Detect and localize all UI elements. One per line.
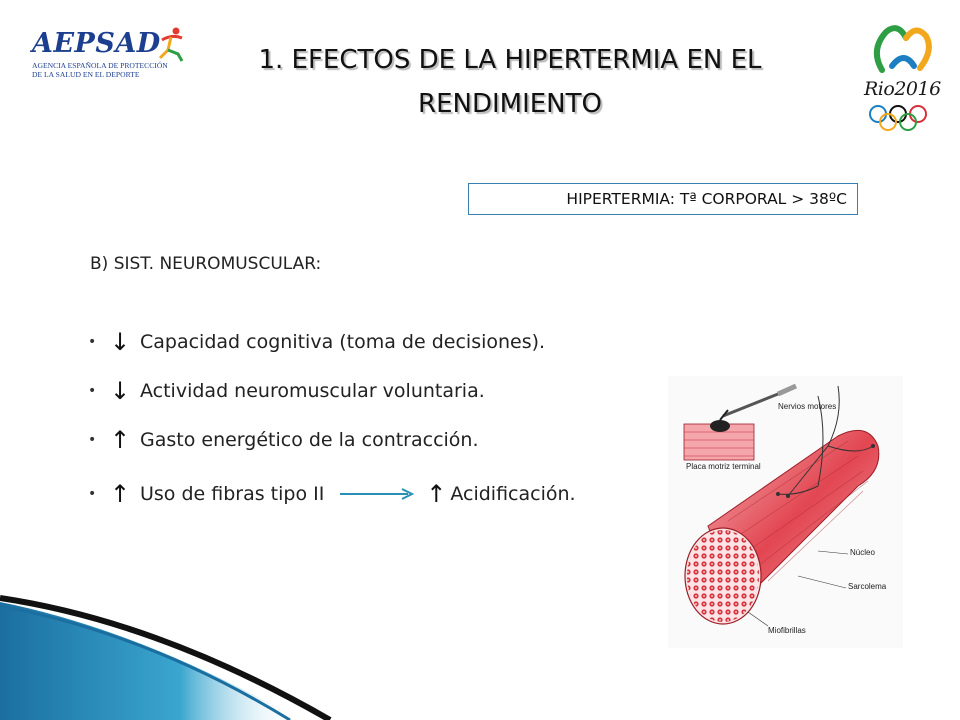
bullet-item	[88, 328, 545, 356]
bullet-item	[88, 480, 576, 508]
rio2016-logo	[862, 20, 942, 130]
label-myofibrils: Miofibrillas	[768, 626, 806, 635]
muscle-fiber-illustration	[668, 376, 903, 648]
definition-box: HIPERTERMIA: Tª CORPORAL > 38ºC	[468, 183, 858, 215]
aepsad-logo-text: AEPSAD	[32, 28, 161, 59]
bullet-dot-icon: •	[88, 486, 97, 502]
bullet-result-text: Acidificación.	[450, 483, 576, 505]
bullet-text: Actividad neuromuscular voluntaria.	[140, 380, 485, 402]
aepsad-subtitle-line2: DE LA SALUD EN EL DEPORTE	[32, 70, 140, 79]
runner-figure-icon	[156, 26, 188, 62]
label-motor-plate: Placa motriz terminal	[686, 462, 761, 471]
arrow-down-icon: ↓	[109, 377, 131, 405]
arrow-up-icon: ↑	[109, 480, 131, 508]
label-sarcolemma: Sarcolema	[848, 582, 887, 591]
arrow-down-icon: ↓	[109, 328, 131, 356]
section-heading: B) SIST. NEUROMUSCULAR:	[90, 254, 322, 274]
bullet-dot-icon: •	[88, 334, 97, 350]
bullet-dot-icon: •	[88, 383, 97, 399]
page-title	[200, 38, 820, 126]
bullet-text: Capacidad cognitiva (toma de decisiones).	[140, 331, 546, 353]
page-title-line2: RENDIMIENTO	[418, 89, 602, 119]
rio2016-text: Rio2016	[864, 78, 941, 100]
bullet-dot-icon: •	[88, 432, 97, 448]
arrow-up-icon: ↑	[426, 480, 447, 508]
arrow-up-icon: ↑	[109, 426, 131, 454]
bullet-text: Uso de fibras tipo II	[140, 483, 325, 505]
bullet-text: Gasto energético de la contracción.	[140, 429, 479, 451]
page-title-line1: 1. EFECTOS DE LA HIPERTERMIA EN EL	[258, 45, 762, 75]
olympic-rings-icon	[866, 104, 946, 132]
aepsad-subtitle-line1: AGENCIA ESPAÑOLA DE PROTECCIÓN	[32, 61, 168, 70]
label-nerves: Nervios motores	[778, 402, 837, 411]
bullet-item	[88, 377, 485, 405]
arrow-right-icon	[338, 487, 418, 501]
aepsad-logo	[28, 28, 188, 88]
decorative-swoosh	[0, 560, 420, 720]
bullet-item	[88, 426, 479, 454]
label-nucleus: Núcleo	[850, 548, 875, 557]
muscle-diagram-image	[668, 376, 903, 648]
rio2016-emblem-icon	[862, 20, 942, 80]
